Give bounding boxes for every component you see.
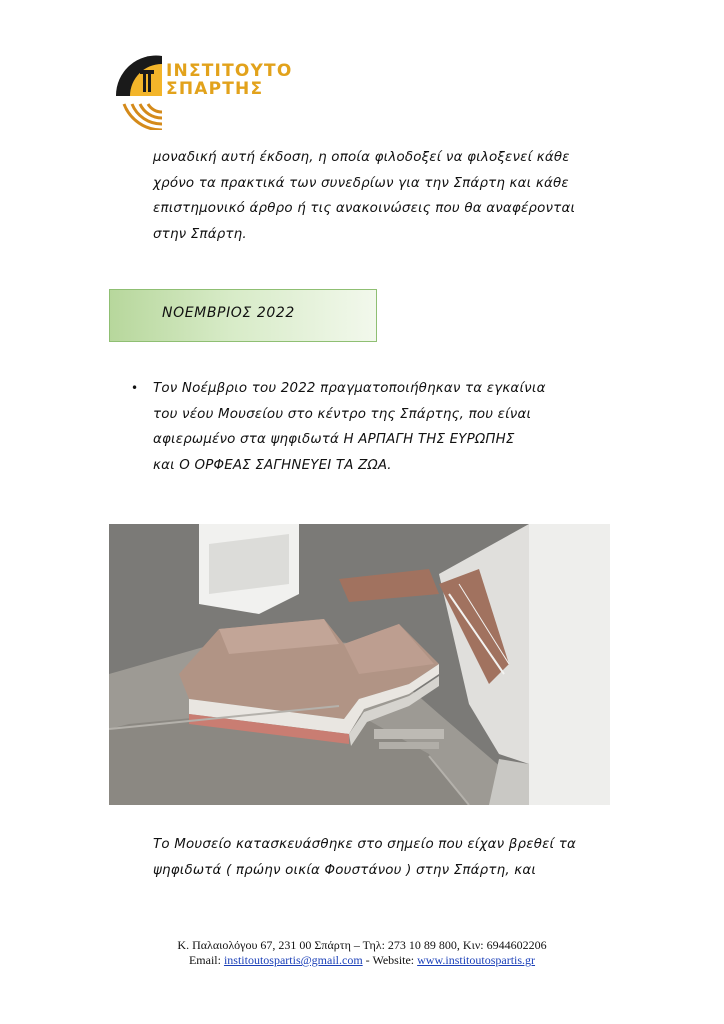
page-footer — [0, 938, 724, 968]
institute-logo — [110, 48, 293, 130]
logo-line-1: ΙΝΣΤΙΤΟΥΤΟ — [166, 61, 293, 81]
logo-emblem-icon — [110, 48, 170, 130]
intro-line: χρόνο τα πρακτικά των συνεδρίων για την Σπάρτη και κάθε — [153, 175, 569, 191]
intro-line: στην Σπάρτη. — [153, 226, 247, 242]
bullet-line: του νέου Μουσείου στο κέντρο της Σπάρτης, που είναι — [153, 406, 532, 422]
logo-wordmark — [166, 62, 293, 98]
intro-line: επιστημονικό άρθρο ή τις ανακοινώσεις που θα αναφέρονται — [153, 201, 576, 217]
bullet-paragraph — [153, 376, 546, 478]
bullet-line: αφιερωμένο στα ψηφιδωτά Η ΑΡΠΑΓΗ ΤΗΣ ΕΥΡΩΠΗΣ — [153, 432, 515, 448]
email-link[interactable]: institoutospartis@gmail.com — [223, 953, 363, 967]
closing-line: Το Μουσείο κατασκευάσθηκε στο σημείο που είχαν βρεθεί τα — [153, 837, 576, 852]
month-heading: ΝΟΕΜΒΡΙΟΣ 2022 — [162, 305, 295, 321]
footer-address: Κ. Παλαιολόγου 67, 231 00 Σπάρτη – Τηλ: 273 10 89 800, Κιν: 6944602206 — [177, 938, 547, 952]
bullet-line: Τον Νοέμβριο του 2022 πραγματοποιήθηκαν τα εγκαίνια — [153, 381, 546, 396]
bullet-line: και Ο ΟΡΦΕΑΣ ΣΑΓΗΝΕΥΕΙ ΤΑ ΖΩΑ. — [153, 457, 392, 473]
closing-paragraph — [153, 832, 576, 883]
website-link[interactable]: www.institoutospartis.gr — [417, 953, 536, 967]
closing-line: ψηφιδωτά ( πρώην οικία Φουστάνου ) στην Σπάρτη, και — [153, 862, 537, 878]
footer-contact — [0, 953, 724, 968]
bullet-marker: • — [131, 381, 139, 395]
logo-line-2: ΣΠΑΡΤΗΣ — [166, 79, 264, 99]
museum-render-image — [109, 524, 610, 805]
intro-paragraph — [153, 145, 575, 247]
email-label: Email: — [188, 953, 224, 967]
intro-line: μοναδική αυτή έκδοση, η οποία φιλοδοξεί να φιλοξενεί κάθε — [153, 150, 570, 165]
month-heading-box — [109, 289, 377, 342]
website-label: - Website: — [362, 953, 418, 967]
